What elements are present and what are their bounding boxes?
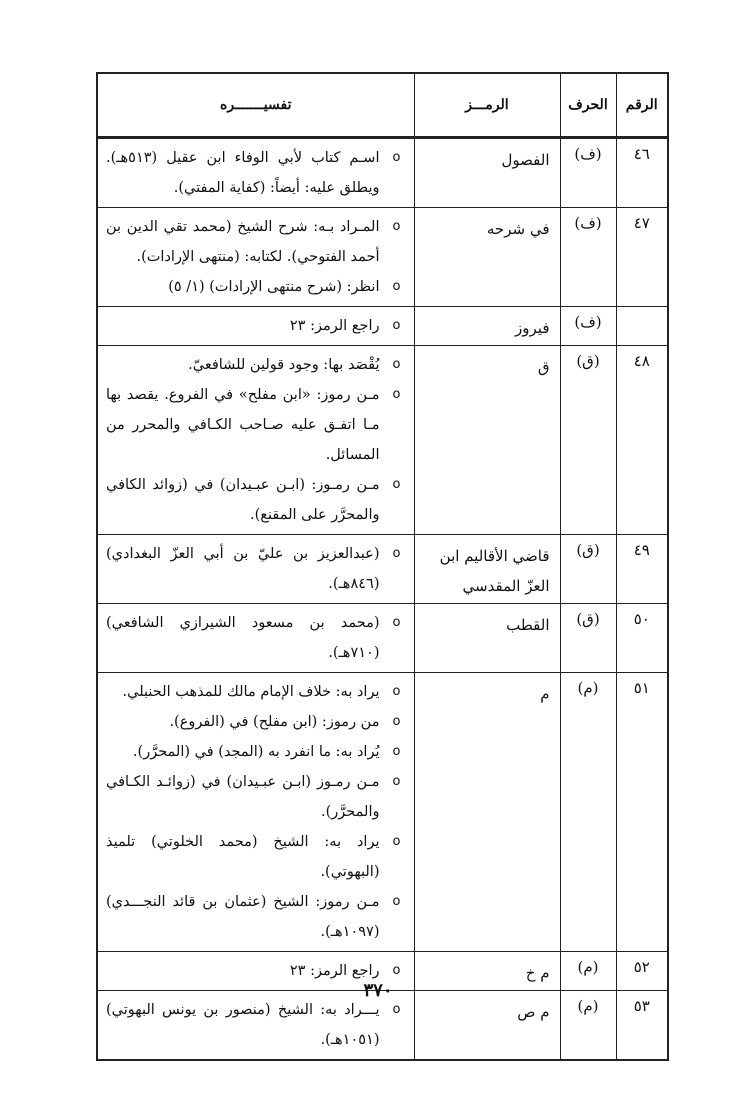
row-number xyxy=(616,307,668,346)
row-letter: (م) xyxy=(560,991,616,1061)
bullet-marker: o xyxy=(392,477,401,492)
explanation-entry xyxy=(106,539,414,599)
table-header-row xyxy=(97,73,668,138)
row-explanation xyxy=(97,307,414,346)
row-explanation xyxy=(97,208,414,307)
explanation-entry xyxy=(106,350,414,380)
row-symbol: ق xyxy=(414,346,560,535)
explanation-entry xyxy=(106,143,414,203)
bullet-marker: o xyxy=(392,714,401,729)
explanation-entry xyxy=(106,470,414,530)
table-body xyxy=(97,138,668,1061)
row-symbol: الفصول xyxy=(414,138,560,208)
table-row xyxy=(97,208,668,307)
explanation-entry xyxy=(106,887,414,947)
entry-text: راجع الرمز: ٢٣ xyxy=(289,318,380,334)
entry-text: يراد به: خلاف الإمام مالك للمذهب الحنبلي. xyxy=(122,684,380,700)
row-explanation xyxy=(97,673,414,952)
row-explanation xyxy=(97,535,414,604)
table-row xyxy=(97,604,668,673)
symbols-table xyxy=(96,72,669,1061)
row-letter: (ف) xyxy=(560,208,616,307)
table-row xyxy=(97,346,668,535)
explanation-entry xyxy=(106,272,414,302)
row-letter: (م) xyxy=(560,952,616,991)
explanation-entry xyxy=(106,212,414,272)
row-letter: (ف) xyxy=(560,307,616,346)
row-letter: (م) xyxy=(560,673,616,952)
bullet-marker: o xyxy=(392,684,401,699)
row-number: ٤٧ xyxy=(616,208,668,307)
explanation-entry xyxy=(106,767,414,827)
bullet-marker: o xyxy=(392,387,401,402)
row-letter: (ف) xyxy=(560,138,616,208)
row-letter: (ق) xyxy=(560,535,616,604)
explanation-entry xyxy=(106,707,414,737)
page-number: ٣٧٠ xyxy=(363,980,393,1001)
entry-text: المـراد بـه: شرح الشيخ (محمد تقي الدين بن أحمد الفتوحي). لكتابه: (منتهى الإرادات). xyxy=(106,219,380,265)
header-symbol: الرمـــز xyxy=(414,73,560,138)
entry-text: يُراد به: ما انفرد به (المجد) في (المحرَّر). xyxy=(132,744,380,760)
explanation-entry xyxy=(106,737,414,767)
bullet-marker: o xyxy=(392,357,401,372)
bullet-marker: o xyxy=(392,150,401,165)
row-symbol: م ص xyxy=(414,991,560,1061)
bullet-marker: o xyxy=(392,774,401,789)
row-number: ٥٢ xyxy=(616,952,668,991)
row-number: ٤٦ xyxy=(616,138,668,208)
explanation-entry xyxy=(106,380,414,470)
entry-text: راجع الرمز: ٢٣ xyxy=(289,963,380,979)
table-row xyxy=(97,673,668,952)
entry-text: (عبدالعزيز بن عليّ بن أبي العزّ البغدادي) (٨٤٦هـ). xyxy=(106,546,380,592)
row-symbol: م خ xyxy=(414,952,560,991)
entry-text: مـن رموز: «ابن مفلح» في الفروع. يقصد بها مـا اتفـق عليه صـاحب الكـافي والمحرر من المسائل. xyxy=(106,387,380,463)
row-symbol: في شرحه xyxy=(414,208,560,307)
table-row xyxy=(97,138,668,208)
row-letter: (ق) xyxy=(560,346,616,535)
bullet-marker: o xyxy=(392,318,401,333)
header-letter: الحرف xyxy=(560,73,616,138)
table-row xyxy=(97,307,668,346)
bullet-marker: o xyxy=(392,546,401,561)
explanation-entry xyxy=(106,995,414,1055)
explanation-entry xyxy=(106,608,414,668)
entry-text: انظر: (شرح منتهى الإرادات) (١/ ٥) xyxy=(168,279,380,295)
row-explanation xyxy=(97,138,414,208)
entry-text: مـن رمـوز (ابـن عبـيدان) في (زوائـد الكـافي والمحرَّر). xyxy=(106,774,380,820)
row-symbol: قاضي الأقاليم ابن العزّ المقدسي xyxy=(414,535,560,604)
bullet-marker: o xyxy=(392,615,401,630)
entry-text: يُقْصَد بها: وجود قولين للشافعيّ. xyxy=(188,357,380,373)
bullet-marker: o xyxy=(392,963,401,978)
bullet-marker: o xyxy=(392,834,401,849)
row-number: ٤٨ xyxy=(616,346,668,535)
row-symbol: فيروز xyxy=(414,307,560,346)
row-explanation xyxy=(97,604,414,673)
entry-text: من رموز: (ابن مفلح) في (الفروع). xyxy=(169,714,380,730)
bullet-marker: o xyxy=(392,744,401,759)
row-symbol: م xyxy=(414,673,560,952)
table-row xyxy=(97,535,668,604)
bullet-marker: o xyxy=(392,219,401,234)
entry-text: يـــراد به: الشيخ (منصور بن يونس البهوتي) (١٠٥١هـ). xyxy=(106,1002,380,1048)
explanation-entry xyxy=(106,827,414,887)
bullet-marker: o xyxy=(392,1002,401,1017)
row-number: ٥٠ xyxy=(616,604,668,673)
row-number: ٤٩ xyxy=(616,535,668,604)
row-number: ٥١ xyxy=(616,673,668,952)
row-symbol: القطب xyxy=(414,604,560,673)
row-number: ٥٣ xyxy=(616,991,668,1061)
entry-text: مـن رمـوز: (ابـن عبـيدان) في (زوائد الكافي والمحرَّر على المقنع). xyxy=(106,477,380,523)
row-explanation xyxy=(97,346,414,535)
explanation-entry xyxy=(106,677,414,707)
header-explanation: تفسيـــــــره xyxy=(97,73,414,138)
entry-text: (محمد بن مسعود الشيرازي الشافعي) (٧١٠هـ). xyxy=(106,615,380,661)
bullet-marker: o xyxy=(392,279,401,294)
entry-text: يراد به: الشيخ (محمد الخلوتي) تلميذ (البهوتي). xyxy=(106,834,380,880)
bullet-marker: o xyxy=(392,894,401,909)
header-number: الرقم xyxy=(616,73,668,138)
explanation-entry xyxy=(106,311,414,341)
entry-text: مـن رموز: الشيخ (عثمان بن قائد النجـــدي) (١٠٩٧هـ). xyxy=(106,894,380,940)
entry-text: اسـم كتاب لأبي الوفاء ابن عقيل (٥١٣هـ). ويطلق عليه: أيضاً: (كفاية المفتي). xyxy=(106,150,380,196)
row-letter: (ق) xyxy=(560,604,616,673)
